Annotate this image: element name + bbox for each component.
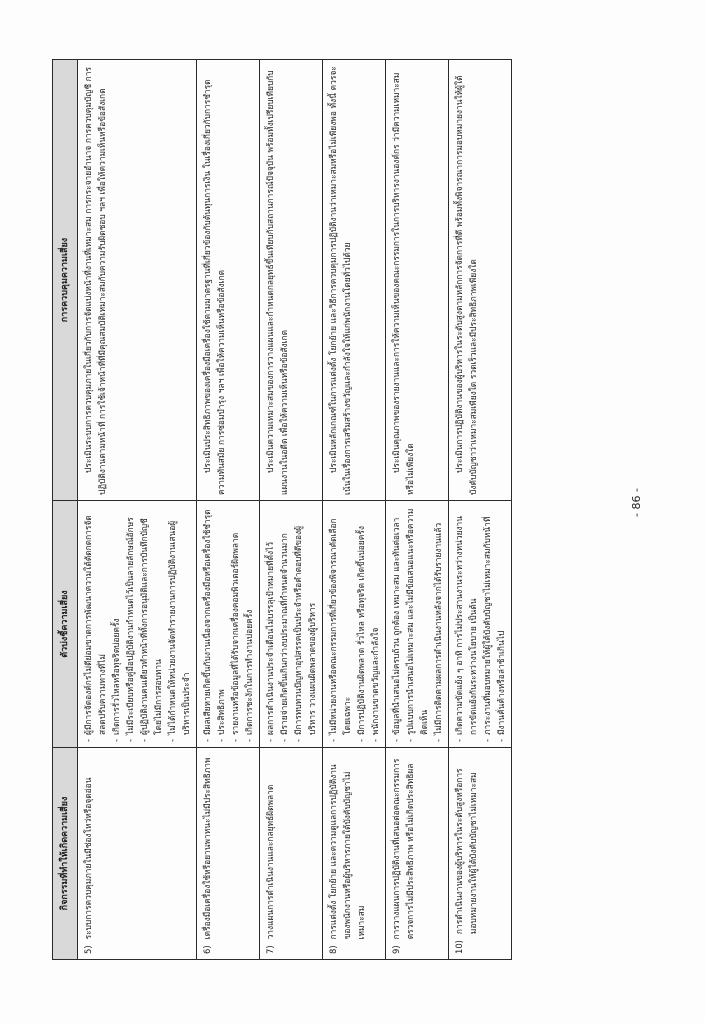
indicator-text: ประสิทธิภาพ (216, 689, 226, 735)
indicator-item (480, 506, 494, 742)
header-indicators: ตัวบ่งชี้ความเสี่ยง (53, 501, 78, 748)
bullet-dot: - (370, 738, 380, 742)
indicator-item (165, 506, 193, 742)
table-row (449, 60, 512, 960)
indicator-cell (449, 501, 512, 748)
control-text: ประเมินหลักเกณฑ์ในการแต่งตั้ง โยกย้าย และวิธีการควบคุมการปฏิบัติงานว่าเหมาะสมหรือไม่เพียงพอ ทั้งนี้ ควรจะเน้นในเรื่องการเสริมสร้างขวัญและกำลังใจให้แก่พนักงานโดยทั่วไปด้วย (328, 66, 352, 495)
indicator-text: ผลการดำเนินงานประจำเดือนไม่บรรลุเป้าหมายที่ตั้งไว้ (265, 542, 275, 735)
table-row (386, 60, 449, 960)
indicator-item (291, 506, 319, 742)
row-number: 7) (265, 945, 275, 954)
bullet-dot: - (216, 738, 226, 742)
indicator-item (389, 506, 403, 742)
bullet-dot: - (454, 738, 464, 742)
control-text: ประเมินคุณภาพของรายงานและการให้ความเห็นของคณะกรรมการในการบริหารงานองค์กร ว่ามีความเหมาะสมหรือไม่เพียงใด (391, 72, 415, 495)
bullet-dot: - (139, 738, 149, 742)
activity-text: การดำเนินงานของผู้บริหารในระดับสูงหรือการมอบหมายงานให้ผู้ใต้บังคับบัญชาไม่เหมาะสม (454, 768, 478, 935)
indicator-text: เกิดการรั่วไหลหรือทุจริตบ่อยครั้ง (111, 618, 121, 735)
indicator-cell (78, 501, 197, 748)
indicator-text: มีรายจ่ายเกิดขึ้นเกินกว่างบประมาณที่กำหนดจำนวนมาก (279, 533, 289, 735)
bullet-dot: - (167, 738, 177, 742)
bullet-dot: - (328, 738, 338, 742)
rotated-table-wrapper (52, 60, 652, 960)
risk-table (52, 59, 512, 960)
indicator-text: เกิดความขัดแย้ง ๆ อาทิ การไม่ประสานงานระหว่างหน่วยงาน การขัดแย้งกันระหว่างนโยบาย เป็นต้น (454, 516, 478, 735)
bullet-dot: - (496, 738, 506, 742)
control-cell (197, 60, 260, 501)
bullet-dot: - (405, 738, 415, 742)
control-text: ประเมินการปฏิบัติงานของผู้บริหารในระดับสูงตามหลักการจัดการที่ดี พร้อมทั้งพิจารณาการมอบหมายงานให้ผู้ใต้บังคับบัญชาว่าเหมาะสมเพียงใด รวดเร็วและมีประสิทธิภาพเพียงใด (454, 75, 478, 495)
table-row (197, 60, 260, 960)
indicator-cell (386, 501, 449, 748)
indicator-item (200, 506, 214, 742)
bullet-dot: - (391, 738, 401, 742)
indicator-item (228, 506, 242, 742)
activity-text: ระบบการควบคุมภายในมีช่องโหว่หรือจุดอ่อน (83, 777, 93, 940)
indicator-item (263, 506, 277, 742)
bullet-dot: - (202, 738, 212, 742)
control-cell (78, 60, 197, 501)
control-cell (449, 60, 512, 501)
activity-text: เครื่องมือเครื่องใช้หรือยานพาหนะไม่มีประสิทธิภาพ (202, 757, 212, 940)
activity-text: การวางแผนการปฏิบัติงานที่เสนอต่อคณะกรรมการตรวจการไม่มีประสิทธิภาพ หรือไม่เกิดประสิทธิผล (391, 758, 415, 940)
indicator-item (214, 506, 228, 742)
indicator-text: ผู้ปฏิบัติงานคนเดียวทำหน้าที่ทั้งการอนุมัติและการบันทึกบัญชีโดยไม่มีการสอบทาน (139, 518, 163, 735)
indicator-item (81, 506, 109, 742)
bullet-dot: - (83, 738, 93, 742)
row-number: 5) (83, 945, 93, 954)
indicator-item (452, 506, 480, 742)
table-header-row (53, 60, 78, 960)
activity-cell (260, 748, 323, 960)
indicator-text: เกิดการชะงักในการทำงานบ่อยครั้ง (244, 609, 254, 735)
indicator-text: ภาระงานที่มอบหมายให้ผู้ใต้บังคับบัญชาไม่เหมาะสมกับหน้าที่ (482, 516, 492, 735)
bullet-dot: - (111, 738, 121, 742)
activity-cell (323, 748, 386, 960)
bullet-dot: - (265, 738, 275, 742)
indicator-text: มีการทบทวนปัญหาอุปสรรคเป็นประจำหรือคำตอบที่ดีของผู้บริหาร วางแผนผิดพลาดของผู้บริหาร (293, 525, 317, 735)
control-cell (323, 60, 386, 501)
bullet-dot: - (356, 738, 366, 742)
indicator-item (326, 506, 354, 742)
row-number: 10) (454, 940, 464, 954)
bullet-dot: - (293, 738, 303, 742)
table-row (323, 60, 386, 960)
row-number: 6) (202, 945, 212, 954)
indicator-item (431, 506, 445, 742)
control-cell (386, 60, 449, 501)
activity-text: วางแผนการดำเนินงานและกลยุทธ์ผิดพลาด (265, 784, 275, 940)
table-row (260, 60, 323, 960)
indicator-text: มีการปฏิบัติงานผิดพลาด รั่วไหล หรือทุจริต เกิดขึ้นบ่อยครั้ง (356, 526, 366, 735)
indicator-text: มีผลเสียหายเกิดขึ้นกับงานเนื่องจากเครื่องมือหรือเครื่องใช้ชำรุด (202, 509, 212, 735)
indicator-text: ไม่มีระเบียบหรือคู่มือปฏิบัติงานกำหนดไว้เป็นลายลักษณ์อักษร (125, 517, 135, 735)
activity-cell (78, 748, 197, 960)
activity-cell (386, 748, 449, 960)
indicator-text: ไม่มีหน่วยงานหรือคณะกรรมการที่เกี่ยวข้องพิจารณาคัดเลือกโดยเฉพาะ (328, 518, 352, 735)
row-number: 8) (328, 945, 338, 954)
indicator-item (368, 506, 382, 742)
indicator-item (137, 506, 165, 742)
indicator-item (123, 506, 137, 742)
indicator-text: มีงานคั่นค้างหรือล่าช้าเกินไป (496, 630, 506, 735)
indicator-text: ไม่มีการติดตามผลการดำเนินงานหลังจากได้รับรายงานแล้ว (433, 522, 443, 735)
bullet-dot: - (482, 738, 492, 742)
indicator-item (242, 506, 256, 742)
page-number: - 86 - (629, 488, 643, 517)
indicator-cell (197, 501, 260, 748)
activity-text: การแต่งตั้ง โยกย้าย และความดูแลการปฏิบัติงานของพนักงานหรือผู้บริหารภายใต้บังคับบัญชาไม่เหมาะสม (328, 764, 366, 940)
bullet-dot: - (244, 738, 254, 742)
indicator-item (494, 506, 508, 742)
control-text: ประเมินความเหมาะสมของการวางแผนและกำหนดกลยุทธ์ขึ้นเทียบกับสถานการณ์ปัจจุบัน พร้อมทั้งเปรียบเทียบกับแผนงานในอดีต เพื่อให้ความเห็นหรือข้อสังเกต (265, 70, 289, 495)
indicator-text: ข้อมูลที่นำเสนอไม่ครบถ้วน ถูกต้อง เหมาะสม และทันต่อเวลา (391, 517, 401, 735)
indicator-item (403, 506, 431, 742)
indicator-text: ไม่ได้กำหนดให้หน่วยงานจัดทำรายงานการปฏิบัติงานเสนอผู้บริหารเป็นประจำ (167, 520, 191, 735)
indicator-item (277, 506, 291, 742)
header-control: การควบคุมความเสี่ยง (53, 60, 78, 501)
control-cell (260, 60, 323, 501)
indicator-cell (323, 501, 386, 748)
indicator-item (354, 506, 368, 742)
control-text: ประเมินระบบการควบคุมภายในเกี่ยวกับการจัดแบ่งหน้าที่งานที่เหมาะสม การกระจายอำนาจ การควบคุมบัญชี การปฏิบัติงานตามหน้าที่ การใช้เจ้าหน้าที่ที่มีคุณสมบัติเหมาะสมกับความรับผิดชอบ ฯลฯ เพื่อให้ความเห็นหรือข้อสังเกต (83, 67, 107, 495)
row-number: 9) (391, 945, 401, 954)
indicator-cell (260, 501, 323, 748)
bullet-dot: - (230, 738, 240, 742)
bullet-dot: - (433, 738, 443, 742)
activity-cell (449, 748, 512, 960)
bullet-dot: - (279, 738, 289, 742)
table-row (78, 60, 197, 960)
indicator-text: รูปแบบการนำเสนอไม่เหมาะสม และไม่มีข้อเสนอแนะหรือความคิดเห็น (405, 508, 429, 735)
indicator-text: รายงานหรือข้อมูลที่ได้รับจากเครื่องคอมพิวเตอร์ผิดพลาด (230, 532, 240, 735)
header-activity: กิจกรรมที่ทำให้เกิดความเสี่ยง (53, 748, 78, 960)
control-text: ประเมินประสิทธิภาพของเครื่องมือเครื่องใช้ตามมาตรฐานที่เกี่ยวข้องกับต้นทุนการเงิน ในเรื่องเกี่ยวกับการชำรุด ความทันสมัย การซ่อมบำรุง ฯลฯ เพื่อให้ความเห็นหรือข้อสังเกต (202, 79, 226, 495)
indicator-text: พนักงานขาดขวัญและกำลังใจ (370, 627, 380, 735)
indicator-text: ผู้มีการจัดองค์กรไม่ดีย่อมขาดการพัฒนาความใต้ตัดกดการจัดสลดปรับความทางที่ไม่ (83, 515, 107, 735)
activity-cell (197, 748, 260, 960)
indicator-item (109, 506, 123, 742)
bullet-dot: - (125, 738, 135, 742)
